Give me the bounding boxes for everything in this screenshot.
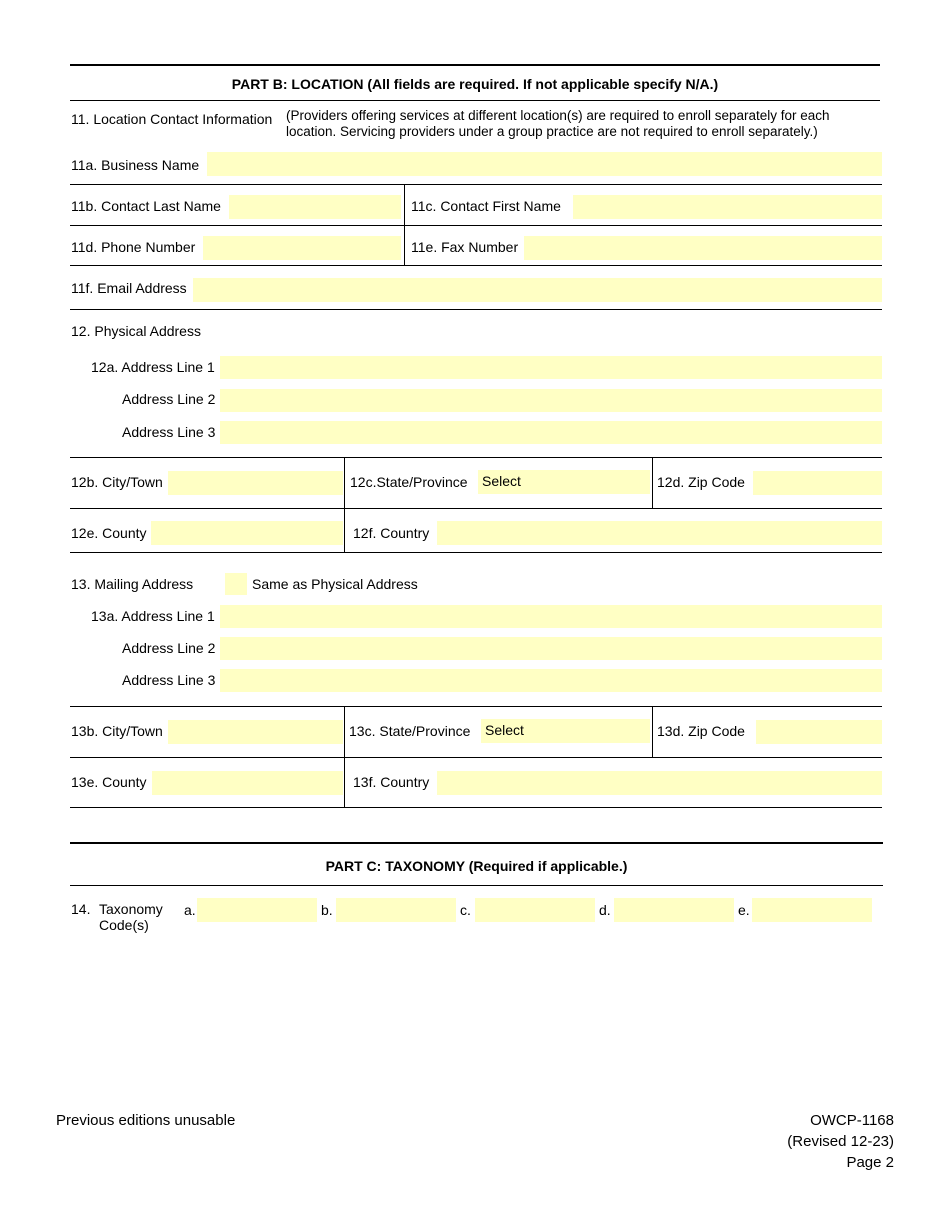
taxonomy-a-input[interactable] (197, 898, 317, 922)
part-c-title: PART C: TAXONOMY (Required if applicable.) (325, 858, 628, 874)
mailing-line1-input[interactable] (220, 605, 882, 628)
page-number: Page 2 (846, 1154, 894, 1171)
contact-first-name-input[interactable] (573, 195, 882, 219)
q11-note-line1: (Providers offering services at different location(s) are required to enroll separately for each (286, 108, 830, 123)
physical-line3-input[interactable] (220, 421, 882, 444)
contact-last-name-input[interactable] (229, 195, 401, 219)
physical-city-label: 12b. City/Town (71, 474, 163, 490)
footer-left-note: Previous editions unusable (56, 1112, 236, 1129)
physical-line2-input[interactable] (220, 389, 882, 412)
taxonomy-b-letter: b. (321, 902, 333, 918)
q14-label-line1: Taxonomy (99, 901, 163, 917)
mailing-county-label: 13e. County (71, 774, 147, 790)
mailing-city-label: 13b. City/Town (71, 723, 163, 739)
physical-line1-input[interactable] (220, 356, 882, 379)
taxonomy-e-input[interactable] (752, 898, 872, 922)
same-as-physical-label: Same as Physical Address (252, 576, 418, 592)
physical-county-input[interactable] (151, 521, 343, 545)
email-label: 11f. Email Address (71, 280, 187, 296)
mailing-line2-label: Address Line 2 (122, 640, 216, 656)
taxonomy-c-input[interactable] (475, 898, 595, 922)
physical-line1-label: 12a. Address Line 1 (91, 359, 215, 375)
mailing-country-label: 13f. Country (353, 774, 430, 790)
mailing-address-title: 13. Mailing Address (71, 576, 194, 592)
mailing-line3-input[interactable] (220, 669, 882, 692)
q14-number: 14. (71, 901, 91, 917)
row-rule (70, 706, 882, 707)
taxonomy-b-input[interactable] (336, 898, 456, 922)
phone-input[interactable] (203, 236, 401, 260)
physical-zip-input[interactable] (753, 471, 882, 495)
row-rule (70, 508, 882, 509)
form-number: OWCP-1168 (810, 1112, 894, 1129)
physical-state-label: 12c.State/Province (350, 474, 468, 490)
part-b-title: PART B: LOCATION (All fields are required. If not applicable specify N/A.) (231, 76, 719, 92)
row-rule (70, 807, 882, 808)
physical-state-select[interactable]: Select (478, 470, 650, 494)
q11-note-line2: location. Servicing providers under a group practice are not required to enroll separately.) (286, 124, 818, 139)
mailing-state-label: 13c. State/Province (349, 723, 471, 739)
row-rule (70, 225, 882, 226)
contact-first-name-label: 11c. Contact First Name (411, 198, 561, 214)
q11-label: 11. Location Contact Information (71, 111, 273, 127)
physical-country-input[interactable] (437, 521, 882, 545)
physical-line3-label: Address Line 3 (122, 424, 216, 440)
contact-last-name-label: 11b. Contact Last Name (71, 198, 221, 214)
mailing-county-input[interactable] (152, 771, 343, 795)
taxonomy-d-input[interactable] (614, 898, 734, 922)
part-c-top-rule (70, 842, 883, 844)
column-divider (652, 458, 653, 508)
phone-label: 11d. Phone Number (71, 239, 196, 255)
column-divider (652, 707, 653, 757)
email-input[interactable] (193, 278, 882, 302)
row-rule (70, 552, 882, 553)
physical-address-title: 12. Physical Address (71, 323, 201, 339)
mailing-zip-label: 13d. Zip Code (657, 723, 745, 739)
mailing-city-input[interactable] (168, 720, 343, 744)
column-divider (344, 458, 345, 552)
row-rule (70, 265, 882, 266)
same-as-physical-checkbox[interactable] (225, 573, 247, 595)
taxonomy-a-letter: a. (184, 902, 196, 918)
business-name-input[interactable] (207, 152, 882, 176)
part-b-header-rule (70, 100, 880, 101)
mailing-line3-label: Address Line 3 (122, 672, 216, 688)
part-b-top-rule (70, 64, 880, 66)
fax-input[interactable] (524, 236, 882, 260)
physical-line2-label: Address Line 2 (122, 391, 216, 407)
mailing-zip-input[interactable] (756, 720, 882, 744)
mailing-country-input[interactable] (437, 771, 882, 795)
physical-zip-label: 12d. Zip Code (657, 474, 745, 490)
physical-county-label: 12e. County (71, 525, 147, 541)
row-rule (70, 457, 882, 458)
revision-date: (Revised 12-23) (787, 1133, 894, 1150)
mailing-line2-input[interactable] (220, 637, 882, 660)
q14-label-line2: Code(s) (99, 917, 149, 933)
mailing-line1-label: 13a. Address Line 1 (91, 608, 215, 624)
fax-label: 11e. Fax Number (411, 239, 519, 255)
physical-city-input[interactable] (168, 471, 343, 495)
row-rule (70, 309, 882, 310)
mailing-state-select[interactable]: Select (481, 719, 650, 743)
taxonomy-e-letter: e. (738, 902, 750, 918)
row-rule (70, 184, 882, 185)
taxonomy-c-letter: c. (460, 902, 471, 918)
row-rule (70, 757, 882, 758)
taxonomy-d-letter: d. (599, 902, 611, 918)
part-c-header-rule (70, 885, 883, 886)
physical-country-label: 12f. Country (353, 525, 430, 541)
business-name-label: 11a. Business Name (71, 157, 200, 173)
